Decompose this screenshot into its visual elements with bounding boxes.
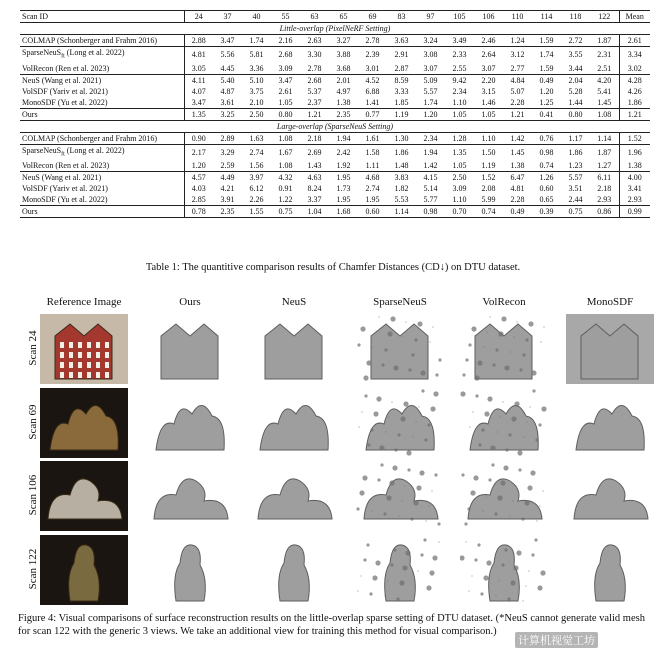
cd-value: 1.21 <box>619 108 650 120</box>
cd-value: 3.29 <box>220 147 235 157</box>
cd-value: 2.87 <box>387 63 416 75</box>
method-name: VolRecon (Ren et al. 2023) <box>20 63 184 75</box>
cd-value: 1.85 <box>387 97 416 109</box>
cd-value: 1.52 <box>619 132 650 144</box>
section-title: Large-overlap (SparseNeuS Setting) <box>20 120 650 132</box>
cd-value: 5.57 <box>423 86 438 96</box>
cd-value: 2.59 <box>213 160 242 172</box>
cd-value: 1.11 <box>358 160 387 172</box>
header-scan: 83 <box>387 11 416 23</box>
cd-value: 2.44 <box>561 194 590 206</box>
method-name: Ours <box>20 108 184 120</box>
cd-value: 1.45 <box>510 147 525 157</box>
reference-image <box>40 535 128 605</box>
cd-value: 2.55 <box>445 63 474 75</box>
reconstruction-render <box>146 461 234 531</box>
reconstruction-render <box>146 535 234 605</box>
cd-value: 1.74 <box>539 50 554 60</box>
cd-value: 2.28 <box>503 97 532 109</box>
cd-value: 1.26 <box>539 173 554 183</box>
cd-value: 0.99 <box>619 206 650 218</box>
cd-value: 1.19 <box>474 160 503 172</box>
cd-value: 1.94 <box>423 147 438 157</box>
cd-value: 1.14 <box>590 132 619 144</box>
cd-value: 2.68 <box>307 75 322 85</box>
cd-value: 1.74 <box>416 97 445 109</box>
column-header: NeuS <box>281 296 307 308</box>
cd-value: 2.78 <box>358 35 387 47</box>
cd-value: 6.12 <box>249 184 264 194</box>
cd-value: 4.81 <box>191 50 206 60</box>
cd-value: 0.75 <box>271 206 300 218</box>
cd-value: 8.24 <box>307 184 322 194</box>
cd-value: 1.50 <box>481 147 496 157</box>
cd-value: 1.87 <box>597 147 612 157</box>
header-scan: 40 <box>242 11 271 23</box>
cd-value: 1.38 <box>619 160 650 172</box>
cd-value: 1.95 <box>329 194 358 206</box>
cd-value: 5.10 <box>249 75 264 85</box>
header-scan: 97 <box>416 11 445 23</box>
cd-value: 3.07 <box>474 63 503 75</box>
cd-value: 3.15 <box>481 86 496 96</box>
cd-value: 0.77 <box>358 108 387 120</box>
cd-value: 1.17 <box>561 132 590 144</box>
cd-value: 1.43 <box>300 160 329 172</box>
cd-value: 3.27 <box>329 35 358 47</box>
cd-value: 1.82 <box>394 184 409 194</box>
cd-value: 2.01 <box>336 75 351 85</box>
cd-value: 3.24 <box>416 35 445 47</box>
table-caption: Table 1: The quantitive comparison results of Chamfer Distances (CD↓) on DTU dataset. <box>145 262 521 273</box>
cd-value: 5.28 <box>568 86 583 96</box>
cd-value: 1.24 <box>503 35 532 47</box>
cd-value: 1.35 <box>452 147 467 157</box>
cd-value: 0.86 <box>590 206 619 218</box>
cd-value: 3.36 <box>242 63 271 75</box>
cd-value: 0.49 <box>539 75 554 85</box>
method-name: MonoSDF (Yu et al. 2022) <box>20 194 184 206</box>
cd-value: 2.51 <box>590 63 619 75</box>
cd-value: 1.08 <box>271 160 300 172</box>
cd-value: 2.26 <box>242 194 271 206</box>
reconstruction-render <box>356 461 444 531</box>
cd-value: 2.61 <box>278 86 293 96</box>
cd-value: 1.38 <box>329 97 358 109</box>
cd-value: 0.90 <box>184 132 213 144</box>
cd-value: 2.31 <box>597 50 612 60</box>
column-header: SparseNeuS <box>373 296 427 308</box>
cd-value: 1.05 <box>271 97 300 109</box>
cd-value: 3.41 <box>619 183 650 194</box>
cd-value: 3.47 <box>213 35 242 47</box>
cd-value: 5.41 <box>597 86 612 96</box>
cd-value: 2.17 <box>191 147 206 157</box>
cd-value: 5.56 <box>220 50 235 60</box>
cd-value: 1.19 <box>387 108 416 120</box>
cd-value: 1.20 <box>416 108 445 120</box>
method-name: MonoSDF (Yu et al. 2022) <box>20 97 184 109</box>
reconstruction-render <box>356 314 444 384</box>
cd-value: 3.30 <box>307 50 322 60</box>
cd-value: 1.86 <box>568 147 583 157</box>
cd-value: 5.99 <box>474 194 503 206</box>
cd-value: 3.47 <box>184 97 213 109</box>
cd-value: 4.11 <box>191 75 206 85</box>
reconstruction-render <box>566 314 654 384</box>
cd-value: 2.68 <box>278 50 293 60</box>
cd-value: 1.63 <box>242 132 271 144</box>
cd-value: 3.01 <box>358 63 387 75</box>
cd-value: 0.49 <box>503 206 532 218</box>
cd-value: 1.86 <box>619 97 650 109</box>
cd-value: 2.61 <box>619 35 650 47</box>
cd-value: 1.21 <box>300 108 329 120</box>
reconstruction-render <box>250 388 338 458</box>
cd-value: 1.41 <box>358 97 387 109</box>
cd-value: 2.46 <box>474 35 503 47</box>
cd-value: 1.73 <box>336 184 351 194</box>
cd-value: 4.03 <box>191 184 206 194</box>
cd-value: 0.39 <box>532 206 561 218</box>
cd-value: 0.98 <box>539 147 554 157</box>
cd-value: 0.78 <box>184 206 213 218</box>
header-scan: 63 <box>300 11 329 23</box>
section-title: Little-overlap (PixelNeRF Setting) <box>20 23 650 35</box>
cd-value: 3.88 <box>336 50 351 60</box>
reconstruction-render <box>460 461 548 531</box>
cd-value: 2.35 <box>213 206 242 218</box>
cd-value: 1.05 <box>474 108 503 120</box>
cd-value: 0.76 <box>532 132 561 144</box>
cd-value: 1.08 <box>271 132 300 144</box>
cd-value: 3.12 <box>510 50 525 60</box>
cd-value: 5.37 <box>307 86 322 96</box>
cd-value: 2.50 <box>242 108 271 120</box>
cd-value: 1.05 <box>445 108 474 120</box>
cd-value: 1.04 <box>300 206 329 218</box>
cd-value: 2.10 <box>242 97 271 109</box>
reconstruction-render <box>250 535 338 605</box>
cd-value: 2.16 <box>271 35 300 47</box>
cd-value: 1.42 <box>503 132 532 144</box>
cd-value: 1.94 <box>329 132 358 144</box>
cd-value: 1.95 <box>336 173 351 183</box>
method-name: COLMAP (Schonberger and Frahm 2016) <box>20 132 184 144</box>
cd-value: 0.70 <box>445 206 474 218</box>
cd-value: 3.63 <box>387 35 416 47</box>
header-scan: 37 <box>213 11 242 23</box>
cd-value: 1.10 <box>474 132 503 144</box>
cd-value: 5.57 <box>568 173 583 183</box>
cd-value: 1.86 <box>394 147 409 157</box>
cd-value: 2.28 <box>503 194 532 206</box>
reconstruction-render <box>460 535 548 605</box>
cd-value: 4.68 <box>365 173 380 183</box>
header-scan: 24 <box>184 11 213 23</box>
cd-value: 4.63 <box>307 173 322 183</box>
cd-value: 0.75 <box>561 206 590 218</box>
cd-value: 1.25 <box>532 97 561 109</box>
cd-value: 1.20 <box>539 86 554 96</box>
cd-value: 2.18 <box>300 132 329 144</box>
method-name: SparseNeuS$_{ft}$ (Long et al. 2022) <box>20 47 184 63</box>
cd-value: 3.09 <box>452 184 467 194</box>
cd-value: 1.58 <box>365 147 380 157</box>
column-header: Ours <box>179 296 201 308</box>
row-header: Scan 69 <box>27 404 39 440</box>
cd-value: 1.92 <box>329 160 358 172</box>
cd-value: 1.28 <box>445 132 474 144</box>
cd-value: 1.45 <box>590 97 619 109</box>
method-name: SparseNeuS$_{ft}$ (Long et al. 2022) <box>20 144 184 160</box>
cd-value: 2.18 <box>597 184 612 194</box>
row-header: Scan 24 <box>27 330 39 366</box>
cd-value: 2.74 <box>365 184 380 194</box>
cd-value: 5.14 <box>423 184 438 194</box>
cd-value: 2.72 <box>561 35 590 47</box>
cd-value: 0.98 <box>416 206 445 218</box>
cd-value: 1.52 <box>481 173 496 183</box>
cd-value: 2.69 <box>307 147 322 157</box>
cd-value: 4.26 <box>619 86 650 97</box>
cd-value: 1.74 <box>242 35 271 47</box>
header-scan: 69 <box>358 11 387 23</box>
cd-value: 6.88 <box>365 86 380 96</box>
header-scan: 55 <box>271 11 300 23</box>
watermark-logo: 计算机视觉工坊 <box>515 632 598 648</box>
row-header: Scan 122 <box>27 548 39 590</box>
cd-value: 1.05 <box>445 160 474 172</box>
cd-value: 2.93 <box>590 194 619 206</box>
reconstruction-render <box>566 388 654 458</box>
cd-value: 2.39 <box>365 50 380 60</box>
method-name: VolSDF (Yariv et al. 2021) <box>20 86 184 97</box>
cd-value: 2.93 <box>619 194 650 206</box>
method-name: COLMAP (Schonberger and Frahm 2016) <box>20 35 184 47</box>
cd-value: 2.64 <box>481 50 496 60</box>
cd-value: 3.91 <box>213 194 242 206</box>
cd-value: 1.22 <box>271 194 300 206</box>
cd-value: 1.35 <box>184 108 213 120</box>
cd-value: 4.28 <box>619 74 650 86</box>
header-scan: 65 <box>329 11 358 23</box>
reference-image <box>40 314 128 384</box>
cd-value: 2.50 <box>452 173 467 183</box>
cd-value: 6.47 <box>510 173 525 183</box>
cd-value: 3.34 <box>619 47 650 63</box>
cd-value: 1.96 <box>619 144 650 160</box>
reconstruction-render <box>356 535 444 605</box>
cd-value: 3.97 <box>249 173 264 183</box>
cd-value: 2.34 <box>416 132 445 144</box>
reconstruction-render <box>146 388 234 458</box>
method-name: VolSDF (Yariv et al. 2021) <box>20 183 184 194</box>
header-scan-id: Scan ID <box>20 11 184 23</box>
cd-value: 3.55 <box>568 50 583 60</box>
reference-image <box>40 388 128 458</box>
cd-value: 3.51 <box>568 184 583 194</box>
cd-value: 4.81 <box>510 184 525 194</box>
cd-value: 3.75 <box>249 86 264 96</box>
cd-value: 3.37 <box>300 194 329 206</box>
cd-value: 4.45 <box>213 63 242 75</box>
cd-value: 2.77 <box>503 63 532 75</box>
cd-value: 4.21 <box>220 184 235 194</box>
cd-value: 1.61 <box>358 132 387 144</box>
cd-value: 2.34 <box>452 86 467 96</box>
cd-value: 6.11 <box>597 173 612 183</box>
cd-value: 1.08 <box>590 108 619 120</box>
reconstruction-render <box>250 461 338 531</box>
cd-value: 3.02 <box>619 63 650 75</box>
column-header: VolRecon <box>482 296 526 308</box>
cd-value: 2.63 <box>300 35 329 47</box>
figure-caption: Figure 4: Visual comparisons of surface reconstruction results on the little-overlap sparse setting of DTU dataset. (*NeuS cannot generate valid mesh for scan 122 with the generic 3 views. We take an additional view for training this method for visual comparison.) <box>18 613 645 637</box>
cd-value: 4.52 <box>365 75 380 85</box>
row-header: Scan 106 <box>27 474 39 516</box>
cd-value: 1.56 <box>242 160 271 172</box>
cd-value: 2.08 <box>481 184 496 194</box>
header-scan: 105 <box>445 11 474 23</box>
cd-value: 1.27 <box>590 160 619 172</box>
cd-value: 1.23 <box>561 160 590 172</box>
cd-value: 0.91 <box>278 184 293 194</box>
cd-value: 4.07 <box>191 86 206 96</box>
cd-value: 1.68 <box>329 206 358 218</box>
cd-value: 0.80 <box>561 108 590 120</box>
reconstruction-render <box>566 461 654 531</box>
cd-value: 1.21 <box>503 108 532 120</box>
cd-value: 4.57 <box>191 173 206 183</box>
header-scan: 110 <box>503 11 532 23</box>
reference-image <box>40 461 128 531</box>
cd-value: 1.14 <box>387 206 416 218</box>
cd-value: 4.84 <box>510 75 525 85</box>
cd-value: 2.88 <box>184 35 213 47</box>
cd-value: 1.59 <box>532 63 561 75</box>
cd-value: 1.67 <box>278 147 293 157</box>
reconstruction-render <box>146 314 234 384</box>
cd-value: 4.87 <box>220 86 235 96</box>
cd-value: 1.48 <box>387 160 416 172</box>
method-name: VolRecon (Ren et al. 2023) <box>20 160 184 172</box>
reconstruction-render <box>460 388 548 458</box>
cd-value: 3.49 <box>445 35 474 47</box>
cd-value: 0.41 <box>532 108 561 120</box>
cd-value: 4.32 <box>278 173 293 183</box>
cd-value: 0.74 <box>474 206 503 218</box>
cd-value: 5.53 <box>387 194 416 206</box>
method-name: NeuS (Wang et al. 2021) <box>20 74 184 86</box>
header-scan: 106 <box>474 11 503 23</box>
cd-value: 3.44 <box>561 63 590 75</box>
cd-value: 4.15 <box>423 173 438 183</box>
cd-value: 4.49 <box>220 173 235 183</box>
cd-value: 0.80 <box>271 108 300 120</box>
cd-value: 5.40 <box>220 75 235 85</box>
cd-value: 5.81 <box>249 50 264 60</box>
cd-value: 9.42 <box>452 75 467 85</box>
cd-value: 3.83 <box>394 173 409 183</box>
reconstruction-render <box>356 388 444 458</box>
cd-value: 1.38 <box>503 160 532 172</box>
cd-value: 5.09 <box>423 75 438 85</box>
cd-value: 8.59 <box>394 75 409 85</box>
method-name: NeuS (Wang et al. 2021) <box>20 172 184 184</box>
cd-value: 1.10 <box>445 97 474 109</box>
cd-value: 5.77 <box>416 194 445 206</box>
cd-value: 3.61 <box>213 97 242 109</box>
cd-value: 3.07 <box>416 63 445 75</box>
cd-value: 1.10 <box>445 194 474 206</box>
column-header: Reference Image <box>46 296 122 308</box>
header-scan: 114 <box>532 11 561 23</box>
cd-value: 1.95 <box>358 194 387 206</box>
reconstruction-render <box>250 314 338 384</box>
cd-value: 2.74 <box>249 147 264 157</box>
method-name: Ours <box>20 206 184 218</box>
cd-value: 2.04 <box>568 75 583 85</box>
cd-value: 2.42 <box>336 147 351 157</box>
reconstruction-render <box>460 314 548 384</box>
cd-value: 3.68 <box>329 63 358 75</box>
cd-value: 2.89 <box>213 132 242 144</box>
cd-value: 5.07 <box>510 86 525 96</box>
cd-value: 3.25 <box>213 108 242 120</box>
reconstruction-render <box>566 535 654 605</box>
column-header: MonoSDF <box>586 296 634 308</box>
cd-value: 3.33 <box>394 86 409 96</box>
cd-value: 2.20 <box>481 75 496 85</box>
cd-value: 3.05 <box>184 63 213 75</box>
cd-value: 0.65 <box>532 194 561 206</box>
cd-value: 1.46 <box>474 97 503 109</box>
cd-value: 1.20 <box>184 160 213 172</box>
cd-value: 1.30 <box>387 132 416 144</box>
cd-value: 0.74 <box>532 160 561 172</box>
cd-value: 4.20 <box>597 75 612 85</box>
cd-value: 1.59 <box>532 35 561 47</box>
header-mean: Mean <box>619 11 650 23</box>
cd-value: 4.00 <box>619 172 650 184</box>
cd-value: 2.91 <box>394 50 409 60</box>
cd-value: 1.44 <box>561 97 590 109</box>
cd-value: 1.55 <box>242 206 271 218</box>
cd-value: 3.09 <box>271 63 300 75</box>
cd-value: 2.85 <box>184 194 213 206</box>
cd-value: 4.97 <box>336 86 351 96</box>
cd-value: 2.33 <box>452 50 467 60</box>
cd-value: 2.37 <box>300 97 329 109</box>
cd-value: 1.42 <box>416 160 445 172</box>
cd-value: 2.78 <box>300 63 329 75</box>
cd-value: 2.35 <box>329 108 358 120</box>
cd-value: 0.60 <box>539 184 554 194</box>
cd-value: 1.87 <box>590 35 619 47</box>
header-scan: 122 <box>590 11 619 23</box>
cd-value: 3.08 <box>423 50 438 60</box>
cd-value: 0.60 <box>358 206 387 218</box>
header-scan: 118 <box>561 11 590 23</box>
cd-value: 3.47 <box>278 75 293 85</box>
